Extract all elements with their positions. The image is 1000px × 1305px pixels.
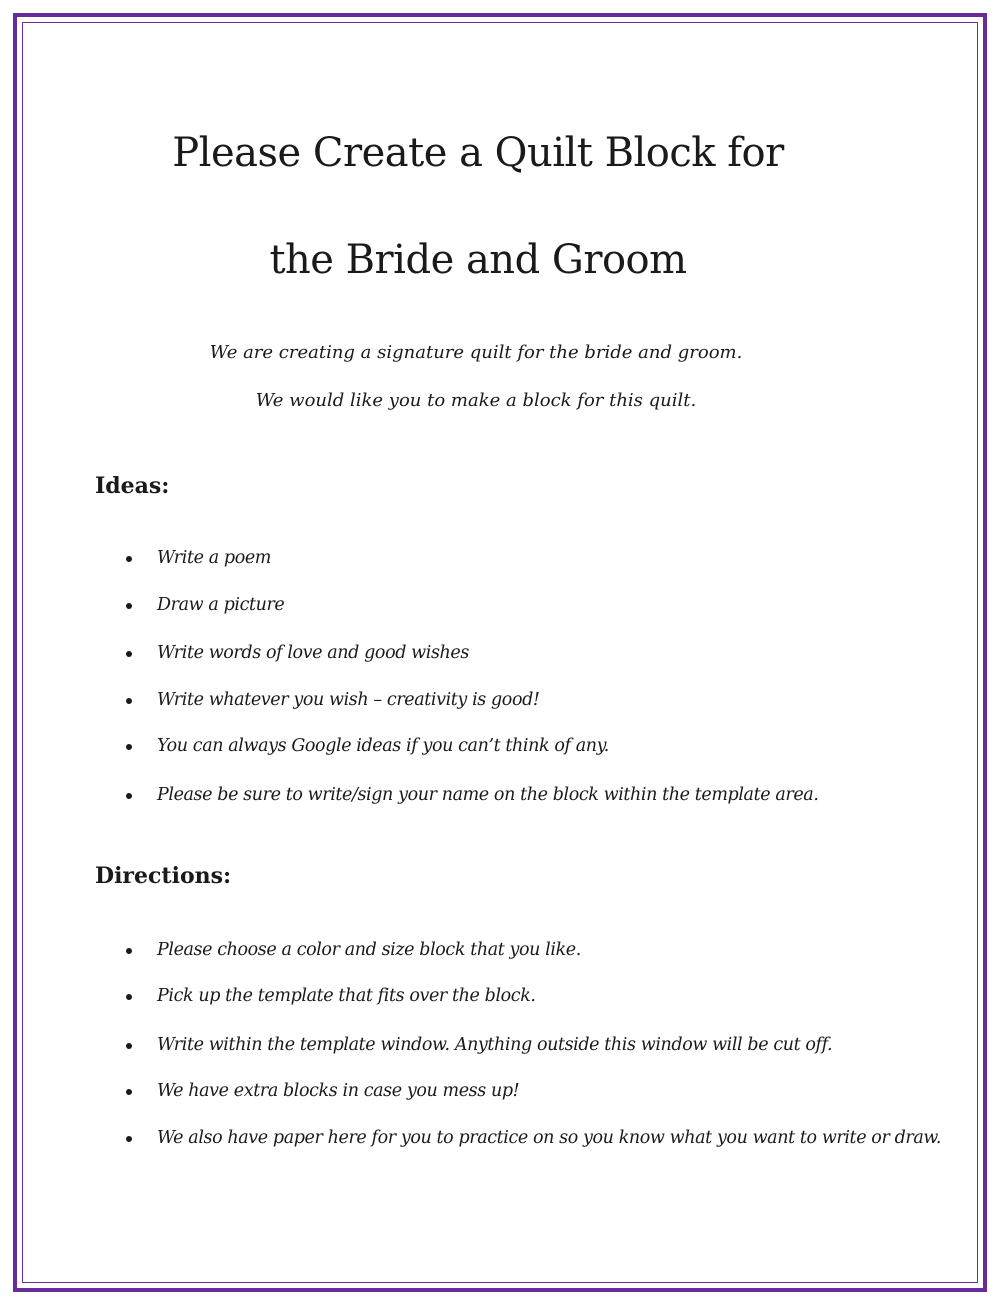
list-item <box>157 1128 941 1148</box>
bullet-icon <box>126 1043 132 1049</box>
bullet-icon <box>126 994 132 1000</box>
list-item <box>157 736 609 756</box>
page-title-line-1: Please Create a Quilt Block for <box>172 130 784 176</box>
list-item <box>157 785 818 805</box>
bullet-icon <box>126 651 132 657</box>
list-item <box>157 940 581 960</box>
ideas-heading: Ideas: <box>95 473 170 499</box>
list-item <box>157 1035 832 1055</box>
list-item-text: Please be sure to write/sign your name on the block within the template area. <box>157 785 819 805</box>
bullet-icon <box>126 744 132 750</box>
list-item-text: Draw a picture <box>157 595 285 615</box>
list-item-text: You can always Google ideas if you can’t think of any. <box>157 736 609 756</box>
list-item-text: We have extra blocks in case you mess up! <box>157 1081 520 1101</box>
bullet-icon <box>126 948 132 954</box>
list-item-text: Write within the template window. Anything outside this window will be cut off. <box>157 1035 833 1055</box>
list-item <box>157 690 540 710</box>
bullet-icon <box>126 1136 132 1142</box>
list-item-text: Write a poem <box>157 548 272 568</box>
list-item <box>157 595 284 615</box>
list-item <box>157 986 536 1006</box>
intro-line-2: We would like you to make a block for this quilt. <box>255 390 697 411</box>
bullet-icon <box>126 793 132 799</box>
list-item-text: Write words of love and good wishes <box>157 643 469 663</box>
list-item-text: Write whatever you wish – creativity is good! <box>157 690 540 710</box>
bullet-icon <box>126 556 132 562</box>
intro-line-1: We are creating a signature quilt for the bride and groom. <box>209 342 743 363</box>
list-item <box>157 548 271 568</box>
bullet-icon <box>126 603 132 609</box>
list-item <box>157 1081 519 1101</box>
list-item-text: Please choose a color and size block that you like. <box>157 940 581 960</box>
bullet-icon <box>126 698 132 704</box>
page-title-line-2: the Bride and Groom <box>269 237 687 283</box>
directions-heading: Directions: <box>95 863 232 889</box>
list-item <box>157 643 469 663</box>
list-item-text: Pick up the template that fits over the block. <box>157 986 536 1006</box>
bullet-icon <box>126 1089 132 1095</box>
list-item-text: We also have paper here for you to practice on so you know what you want to write or draw. <box>157 1128 942 1148</box>
